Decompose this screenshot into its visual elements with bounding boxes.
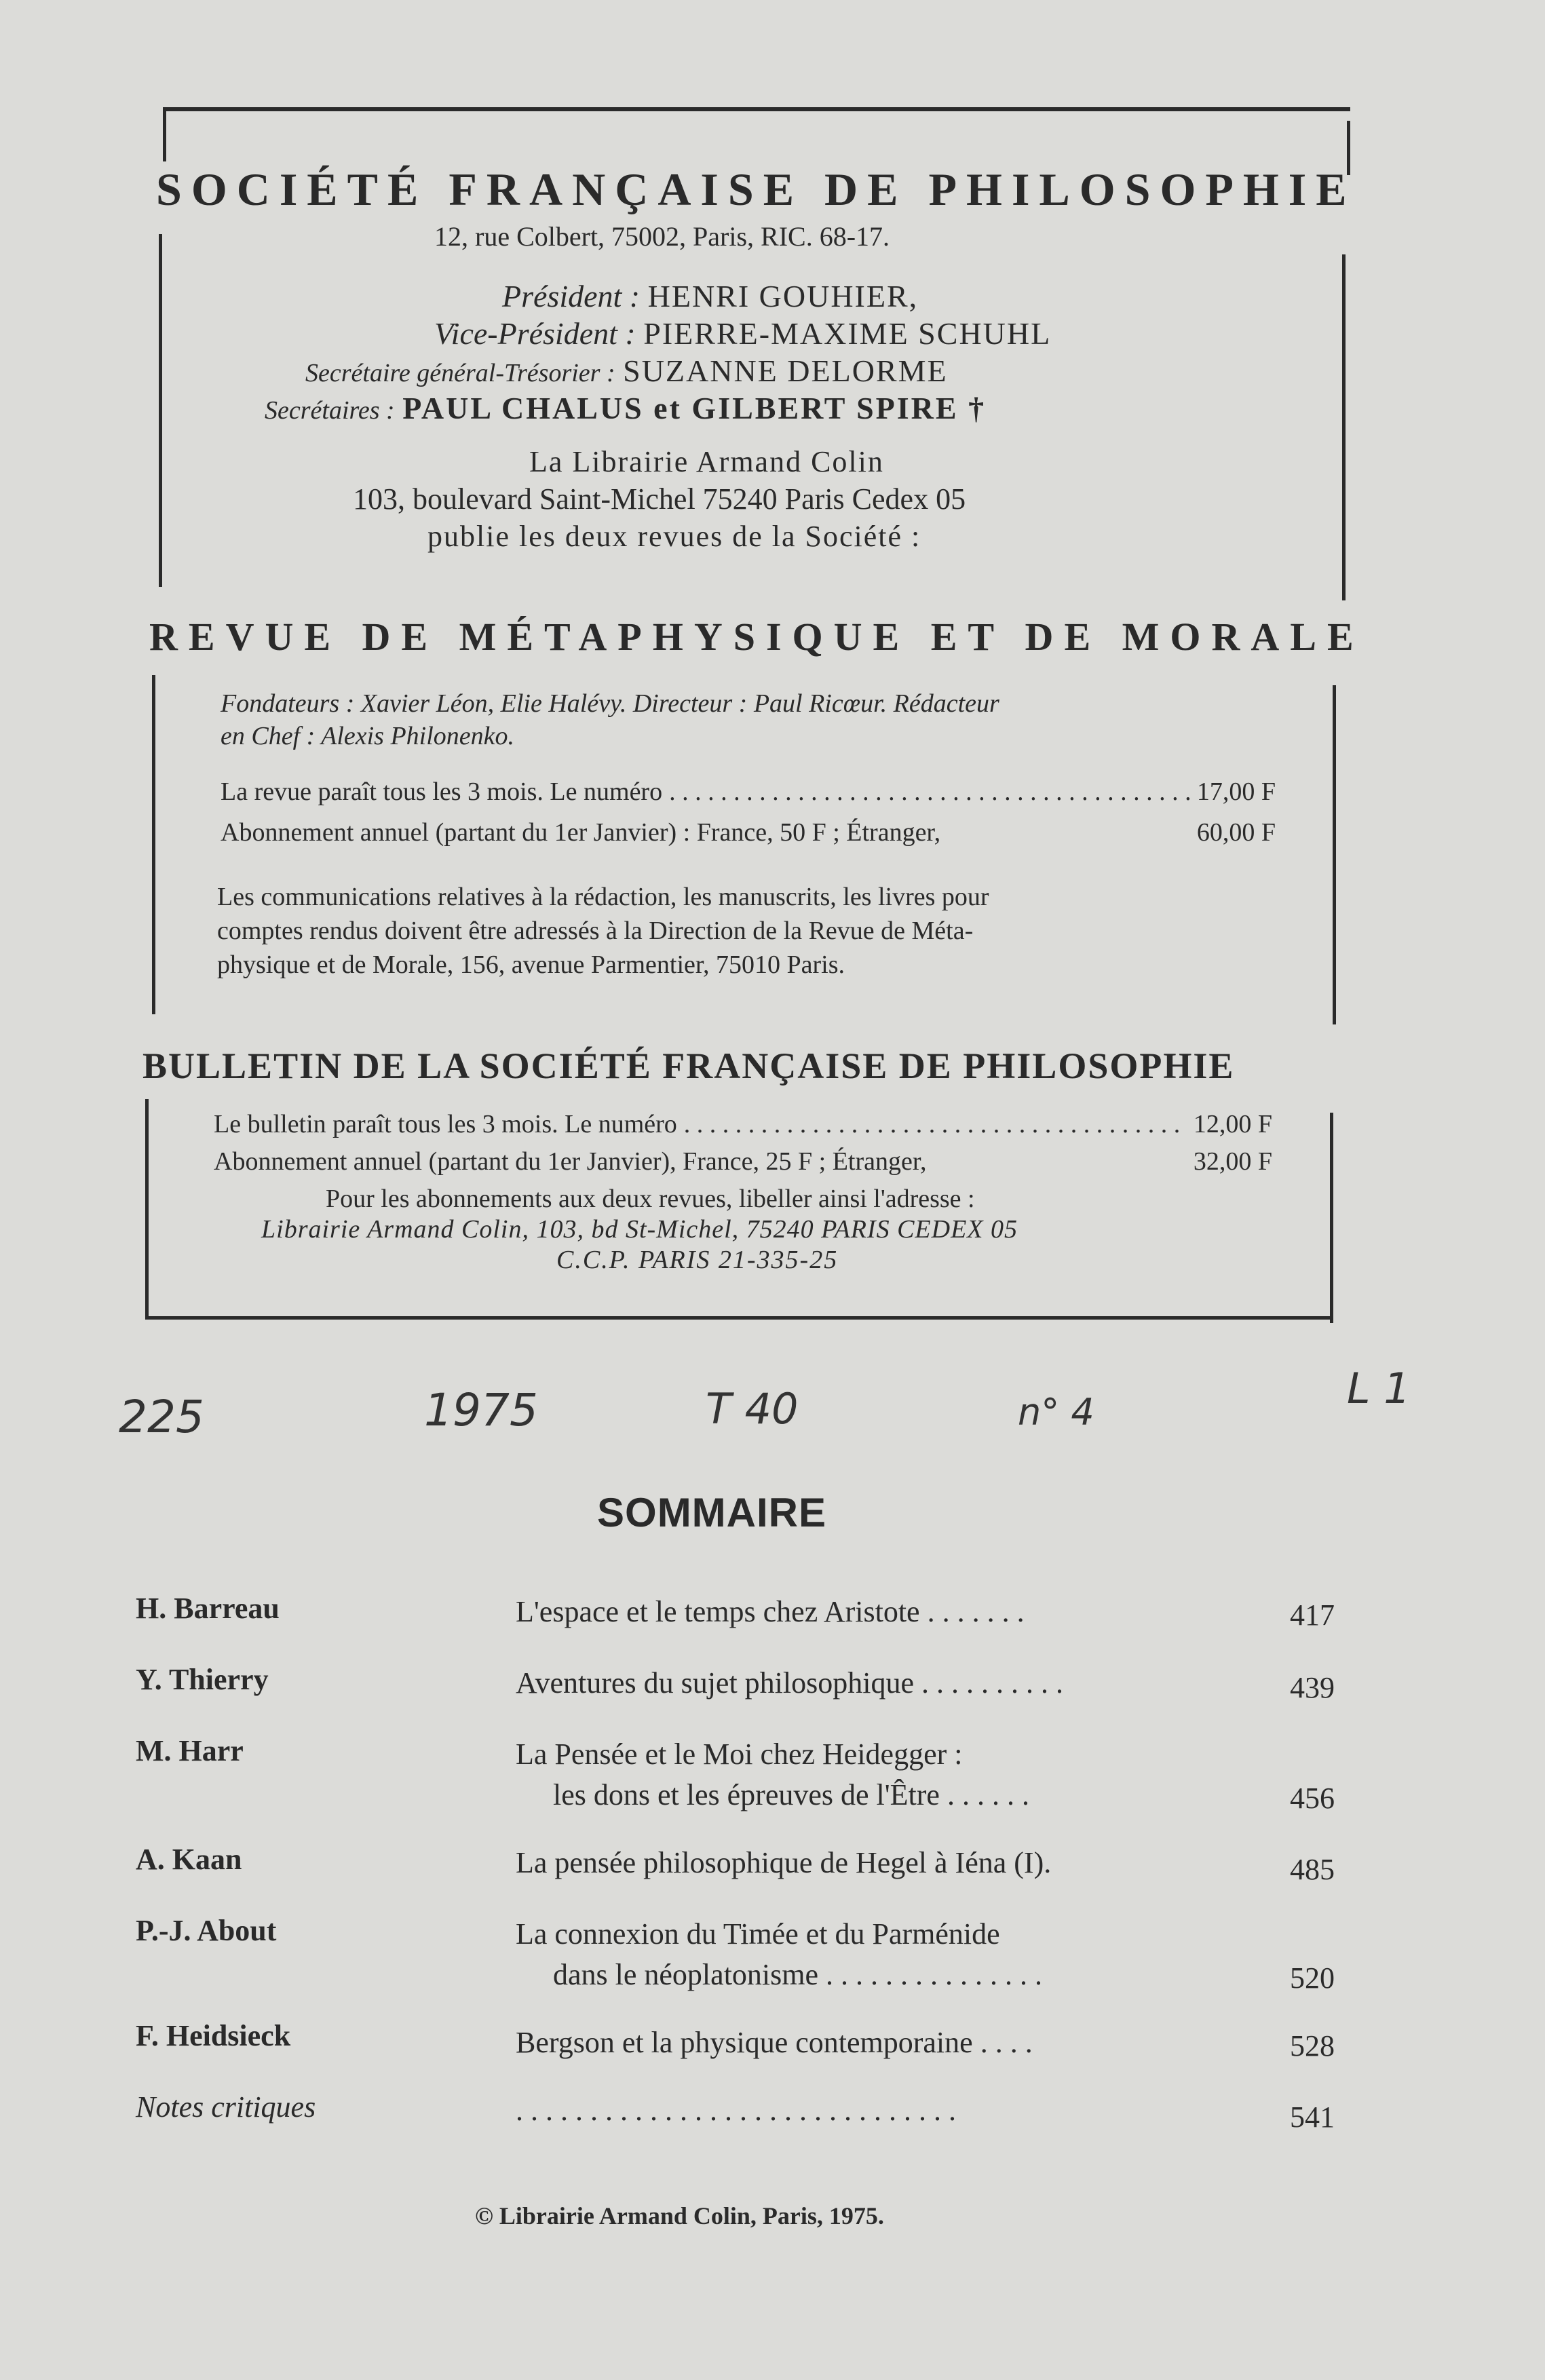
toc-page: 520	[1290, 1961, 1335, 1995]
president-label: Président :	[502, 279, 641, 313]
frame-top	[163, 107, 1350, 111]
toc-page: 528	[1290, 2029, 1335, 2062]
frame-right-4	[1330, 1113, 1333, 1323]
toc-title-leader: . . . . . . . . . . . . . . . . . . . . . . . . . . . . . .	[516, 2094, 956, 2127]
handwriting-n4: n° 4	[1018, 1391, 1094, 1434]
bulletin-issue-price: 12,00 F	[1193, 1110, 1272, 1138]
sec-names: PAUL CHALUS et GILBERT SPIRE †	[402, 391, 987, 425]
toc-author: P.-J. About	[136, 1914, 277, 1947]
bulletin-issue-row	[214, 1109, 1272, 1139]
toc-page: 456	[1290, 1782, 1335, 1815]
sommaire-title: SOMMAIRE	[597, 1490, 826, 1535]
frame-right-2	[1342, 254, 1346, 600]
revue-founders-1: Fondateurs : Xavier Léon, Elie Halévy. Directeur : Paul Ricœur. Rédacteur	[221, 689, 999, 718]
toc-title: La pensée philosophique de Hegel à Iéna (I).	[516, 1846, 1052, 1879]
revue-sub-price: 60,00 F	[1196, 818, 1276, 847]
toc-title: Bergson et la physique contemporaine . . . .	[516, 2026, 1033, 2059]
dot-leader	[684, 1109, 1187, 1139]
revue-comm-2: comptes rendus doivent être adressés à la Direction de la Revue de Méta-	[217, 917, 974, 945]
publisher: La Librairie Armand Colin	[529, 445, 884, 478]
publisher-address: 103, boulevard Saint-Michel 75240 Paris Cedex 05	[353, 482, 966, 516]
vice-row	[434, 315, 1051, 351]
toc-author: A. Kaan	[136, 1843, 242, 1876]
handwriting-t40: T 40	[706, 1384, 799, 1434]
revue-title: REVUE DE MÉTAPHYSIQUE ET DE MORALE	[149, 615, 1365, 659]
secgen-name: SUZANNE DELORME	[623, 353, 948, 388]
bulletin-address-2: Librairie Armand Colin, 103, bd St-Michel, 75240 PARIS CEDEX 05	[261, 1215, 1018, 1244]
revue-sub-row	[221, 818, 1276, 847]
sec-label: Secrétaires :	[265, 396, 395, 425]
bulletin-sub-row	[214, 1147, 1272, 1176]
toc-author: Y. Thierry	[136, 1663, 269, 1696]
society-title: SOCIÉTÉ FRANÇAISE DE PHILOSOPHIE	[156, 164, 1356, 215]
handwriting-l1: L 1	[1347, 1364, 1411, 1413]
bulletin-issue-label: Le bulletin paraît tous les 3 mois. Le numéro	[214, 1110, 677, 1138]
toc-author: F. Heidsieck	[136, 2019, 291, 2052]
bulletin-sub-label: Abonnement annuel (partant du 1er Janvier), France, 25 F ; Étranger,	[214, 1147, 927, 1176]
frame-bottom	[145, 1316, 1333, 1320]
dot-leader	[669, 777, 1190, 807]
revue-comm-3: physique et de Morale, 156, avenue Parmentier, 75010 Paris.	[217, 951, 845, 979]
toc-title-continued: les dons et les épreuves de l'Être . . . . . .	[553, 1778, 1029, 1811]
sec-row	[265, 390, 986, 426]
handwriting-year: 1975	[424, 1384, 538, 1436]
toc-title: Aventures du sujet philosophique . . . . . . . . . .	[516, 1666, 1063, 1700]
president-row	[502, 278, 918, 314]
revue-issue-row	[221, 777, 1276, 807]
vice-name: PIERRE-MAXIME SCHUHL	[643, 316, 1052, 351]
toc-title-continued: dans le néoplatonisme . . . . . . . . . . . . . . .	[553, 1958, 1043, 1991]
publishes-text: publie les deux revues de la Société :	[427, 520, 921, 553]
bulletin-address-1: Pour les abonnements aux deux revues, libeller ainsi l'adresse :	[326, 1185, 975, 1213]
society-address: 12, rue Colbert, 75002, Paris, RIC. 68-17.	[434, 221, 890, 252]
toc-page: 485	[1290, 1853, 1335, 1886]
bulletin-sub-price: 32,00 F	[1193, 1147, 1272, 1176]
vice-label: Vice-Président :	[434, 316, 636, 351]
frame-right-3	[1333, 685, 1336, 1024]
copyright: © Librairie Armand Colin, Paris, 1975.	[475, 2202, 884, 2229]
toc-author: M. Harr	[136, 1734, 244, 1767]
president-name: HENRI GOUHIER,	[647, 279, 919, 313]
revue-founders-2: en Chef : Alexis Philonenko.	[221, 722, 515, 750]
bulletin-title: BULLETIN DE LA SOCIÉTÉ FRANÇAISE DE PHILOSOPHIE	[142, 1045, 1235, 1086]
toc-title: L'espace et le temps chez Aristote . . . . . . .	[516, 1595, 1025, 1628]
toc-page: 541	[1290, 2100, 1335, 2134]
toc-page: 417	[1290, 1598, 1335, 1632]
revue-issue-label: La revue paraît tous les 3 mois. Le numéro	[221, 778, 663, 806]
bulletin-address-3: C.C.P. PARIS 21-335-25	[556, 1246, 839, 1274]
toc-title: La connexion du Timée et du Parménide	[516, 1917, 1000, 1951]
toc-author: H. Barreau	[136, 1592, 280, 1625]
toc-author-notes: Notes critiques	[136, 2090, 316, 2124]
secgen-label: Secrétaire général-Trésorier :	[305, 359, 615, 387]
revue-sub-label: Abonnement annuel (partant du 1er Janvier) : France, 50 F ; Étranger,	[221, 818, 941, 847]
frame-left-3	[152, 675, 155, 1014]
secgen-row	[305, 353, 948, 389]
revue-comm-1: Les communications relatives à la rédaction, les manuscrits, les livres pour	[217, 883, 989, 911]
toc-page: 439	[1290, 1671, 1335, 1704]
handwriting-225: 225	[119, 1391, 204, 1443]
toc-title: La Pensée et le Moi chez Heidegger :	[516, 1738, 963, 1771]
frame-left-4	[145, 1099, 149, 1316]
frame-left-1	[163, 107, 166, 161]
frame-left-2	[159, 234, 162, 587]
revue-issue-price: 17,00 F	[1196, 778, 1276, 806]
